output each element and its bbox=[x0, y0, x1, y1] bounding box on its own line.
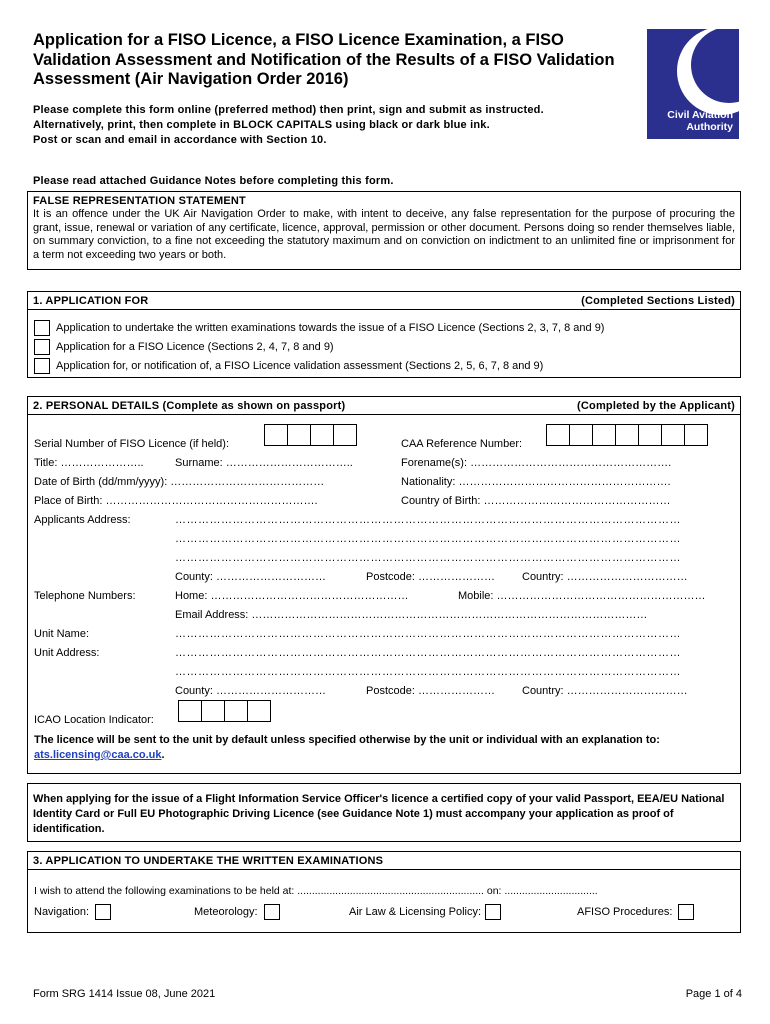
unit-address-label: Unit Address: bbox=[34, 647, 100, 659]
page-number: Page 1 of 4 bbox=[685, 988, 742, 1000]
telephone-label: Telephone Numbers: bbox=[34, 590, 136, 602]
ats-licensing-email-link[interactable]: ats.licensing@caa.co.uk bbox=[34, 749, 162, 761]
false-representation-text: It is an offence under the UK Air Navigation Order to make, with intent to deceive, any false representation for the purpose of procuring the grant, issue, renewal or variation of any certificate, licence, approval, permission or other document. Persons doing so render themselves liable, on summary conviction, to a fine not exceeding the statutory maximum and on conviction on indictment to an unlimited fine or imprisonment for a term not exceeding two years or both. bbox=[33, 208, 735, 261]
option-written-exams[interactable]: Application to undertake the written examinations towards the issue of a FISO Licence (Sections 2, 3, 7, 8 and 9) bbox=[34, 320, 604, 336]
checkbox[interactable] bbox=[678, 904, 694, 920]
instructions bbox=[33, 103, 633, 148]
unit-name-label: Unit Name: bbox=[34, 628, 90, 640]
exam-venue-field[interactable]: I wish to attend the following examinations to be held at: ................................................................ on: ................................ bbox=[34, 885, 598, 897]
guidance-note: Please read attached Guidance Notes before completing this form. bbox=[33, 175, 394, 187]
section-2 bbox=[27, 396, 741, 774]
unit-county-field[interactable]: County: ………………………… bbox=[175, 685, 326, 697]
navigation-option[interactable]: Navigation: bbox=[34, 904, 111, 920]
address-label: Applicants Address: bbox=[34, 514, 131, 526]
licence-delivery-notice: The licence will be sent to the unit by default unless specified otherwise by the unit or individual with an explanation to: ats.licensing@caa.co.uk. bbox=[34, 734, 660, 761]
section-3-heading: 3. APPLICATION TO UNDERTAKE THE WRITTEN EXAMINATIONS bbox=[28, 852, 740, 870]
address-line-3[interactable]: …………………………………………………………………………………………………………………… bbox=[175, 552, 681, 564]
checkbox[interactable] bbox=[264, 904, 280, 920]
address-line-1[interactable]: …………………………………………………………………………………………………………………… bbox=[175, 514, 681, 526]
instruction-line: Please complete this form online (preferred method) then print, sign and submit as instructed. bbox=[33, 104, 544, 116]
air-law-option[interactable]: Air Law & Licensing Policy: bbox=[349, 904, 501, 920]
unit-postcode-field[interactable]: Postcode: ………………… bbox=[366, 685, 495, 697]
serial-number-field[interactable] bbox=[264, 424, 356, 446]
icao-field[interactable] bbox=[178, 700, 270, 722]
false-representation-box bbox=[27, 191, 741, 270]
unit-name-field[interactable]: …………………………………………………………………………………………………………………… bbox=[175, 628, 681, 640]
postcode-field[interactable]: Postcode: ………………… bbox=[366, 571, 495, 583]
logo-text: Civil Aviation Authority bbox=[667, 109, 733, 133]
section-1-heading: 1. APPLICATION FOR (Completed Sections Listed) bbox=[28, 292, 740, 310]
section-2-heading: 2. PERSONAL DETAILS (Complete as shown on passport) (Completed by the Applicant) bbox=[28, 397, 740, 415]
address-line-2[interactable]: …………………………………………………………………………………………………………………… bbox=[175, 533, 681, 545]
checkbox[interactable] bbox=[34, 339, 50, 355]
unit-address-line-1[interactable]: …………………………………………………………………………………………………………………… bbox=[175, 647, 681, 659]
option-validation-assessment[interactable]: Application for, or notification of, a FISO Licence validation assessment (Sections 2, 5, 6, 7, 8 and 9) bbox=[34, 358, 543, 374]
instruction-line: Alternatively, print, then complete in BLOCK CAPITALS using black or dark blue ink. bbox=[33, 119, 490, 131]
unit-country-field[interactable]: Country: …………………………… bbox=[522, 685, 688, 697]
caa-logo bbox=[647, 29, 739, 139]
home-phone-field[interactable]: Home: ……………………………………………… bbox=[175, 590, 409, 602]
checkbox[interactable] bbox=[34, 320, 50, 336]
checkbox[interactable] bbox=[95, 904, 111, 920]
serial-label: Serial Number of FISO Licence (if held): bbox=[34, 438, 230, 450]
title-field[interactable]: Title: ………………….. bbox=[34, 457, 144, 469]
nationality-field[interactable]: Nationality: …………………………………………………. bbox=[401, 476, 671, 488]
unit-address-line-2[interactable]: …………………………………………………………………………………………………………………… bbox=[175, 666, 681, 678]
pob-field[interactable]: Place of Birth: …………………………………………………. bbox=[34, 495, 318, 507]
id-requirement-text: When applying for the issue of a Flight Information Service Officer's licence a certified copy of your valid Passport, EEA/EU National Identity Card or Full EU Photographic Driving Licence (see Guidance Note 1) must accompany your application as proof of identification. bbox=[33, 793, 725, 835]
country-field[interactable]: Country: …………………………… bbox=[522, 571, 688, 583]
forename-field[interactable]: Forename(s): ………………………………………………. bbox=[401, 457, 672, 469]
caa-ref-label: CAA Reference Number: bbox=[401, 438, 523, 450]
checkbox[interactable] bbox=[485, 904, 501, 920]
county-field[interactable]: County: ………………………… bbox=[175, 571, 326, 583]
meteorology-option[interactable]: Meteorology: bbox=[194, 904, 280, 920]
mobile-phone-field[interactable]: Mobile: ………………………………………………… bbox=[458, 590, 706, 602]
checkbox[interactable] bbox=[34, 358, 50, 374]
cob-field[interactable]: Country of Birth: …………………………………………… bbox=[401, 495, 671, 507]
page-title: Application for a FISO Licence, a FISO Licence Examination, a FISO Validation Assessment and Notification of the Results of a FISO Validation Assessment (Air Navigation Order 2016) bbox=[33, 31, 615, 88]
false-representation-heading: FALSE REPRESENTATION STATEMENT bbox=[33, 195, 246, 207]
id-requirement-box bbox=[27, 783, 741, 842]
surname-field[interactable]: Surname: …………………………….. bbox=[175, 457, 353, 469]
section-3 bbox=[27, 851, 741, 933]
instruction-line: Post or scan and email in accordance with Section 10. bbox=[33, 134, 327, 146]
caa-ref-field[interactable] bbox=[546, 424, 707, 446]
form-id: Form SRG 1414 Issue 08, June 2021 bbox=[33, 988, 216, 1000]
email-field[interactable]: Email Address: ……………………………………………………………………………………………… bbox=[175, 609, 648, 621]
section-1 bbox=[27, 291, 741, 378]
option-fiso-licence[interactable]: Application for a FISO Licence (Sections 2, 4, 7, 8 and 9) bbox=[34, 339, 334, 355]
icao-label: ICAO Location Indicator: bbox=[34, 714, 154, 726]
afiso-procedures-option[interactable]: AFISO Procedures: bbox=[577, 904, 694, 920]
dob-field[interactable]: Date of Birth (dd/mm/yyyy): …………………………………… bbox=[34, 476, 325, 488]
